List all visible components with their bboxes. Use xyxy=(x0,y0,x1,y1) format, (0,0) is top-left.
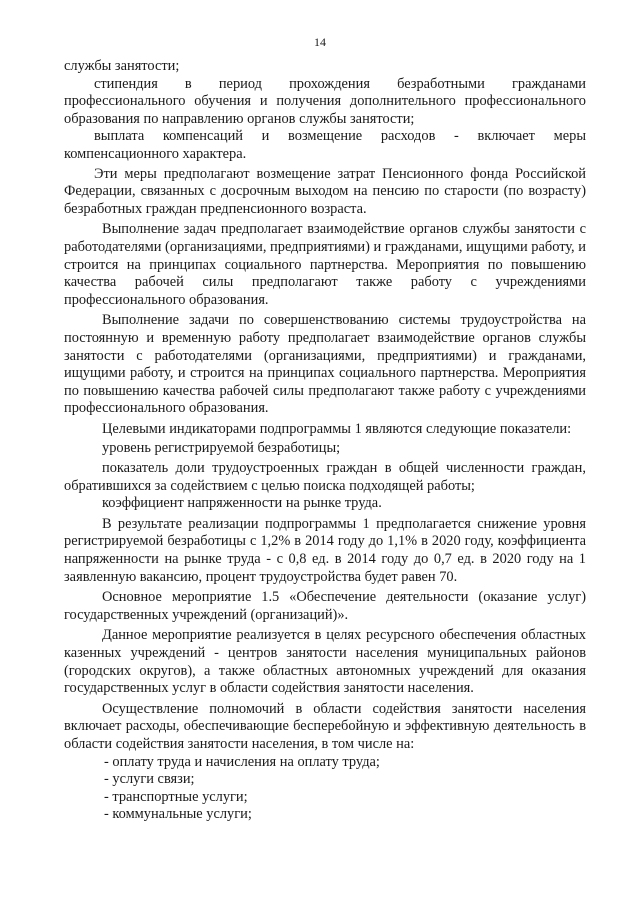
paragraph: стипендия в период прохождения безработными гражданами профессионального обучения и получения дополнительного профессионального образования по направлению органов службы занятости; xyxy=(64,75,586,127)
paragraph: службы занятости; xyxy=(64,58,180,74)
document-body xyxy=(64,58,586,824)
paragraph: Выполнение задачи по совершенствованию системы трудоустройства на постоянную и временную работу предполагает взаимодействие органов службы занятости с работодателями (организациями, предприятиями) и гражданами, ищущими работу, и строится на принципах социального партнерства. Мероприятия по повышению качества рабочей силы предполагают также работу с учреждениями профессионального образования. xyxy=(64,312,586,417)
list-item: - услуги связи; xyxy=(104,771,195,788)
paragraph: Основное мероприятие 1.5 «Обеспечение деятельности (оказание услуг) государственных учреждений (организаций)». xyxy=(64,589,586,623)
paragraph: коэффициент напряженности на рынке труда. xyxy=(102,495,382,512)
paragraph: Целевыми индикаторами подпрограммы 1 являются следующие показатели: xyxy=(102,420,572,437)
paragraph: Выполнение задач предполагает взаимодействие органов службы занятости с работодателями (организациями, предприятиями) и гражданами, ищущими работу, и строится на принципах социального партнерства. Мероприятия по повышению качества рабочей силы предполагают также работу с учреждениями профессионального образования. xyxy=(64,221,586,308)
list-item: - коммунальные услуги; xyxy=(104,806,252,823)
paragraph: Осуществление полномочий в области содействия занятости населения включает расходы, обеспечивающие бесперебойную и эффективную деятельность в области содействия занятости населения, в том числе на: xyxy=(64,700,586,752)
page-number: 14 xyxy=(314,35,326,49)
paragraph: показатель доли трудоустроенных граждан в общей численности граждан, обратившихся за содействием с целью поиска подходящей работы; xyxy=(64,460,586,494)
paragraph: Эти меры предполагают возмещение затрат Пенсионного фонда Российской Федерации, связанных с досрочным выходом на пенсию по старости (по возрасту) безработных граждан предпенсионного возраста. xyxy=(64,165,586,217)
list-item: - оплату труда и начисления на оплату труда; xyxy=(104,753,380,770)
paragraph: уровень регистрируемой безработицы; xyxy=(102,440,341,457)
list-item: - транспортные услуги; xyxy=(104,788,248,805)
paragraph: В результате реализации подпрограммы 1 предполагается снижение уровня регистрируемой безработицы с 1,2% в 2014 году до 1,1% в 2020 году, коэффициента напряженности на рынке труда - с 0,8 ед. в 2014 году до 0,7 ед. в 2020 году на 1 заявленную вакансию, процент трудоустройства будет равен 70. xyxy=(64,515,586,585)
paragraph: Данное мероприятие реализуется в целях ресурсного обеспечения областных казенных учреждений - центров занятости населения муниципальных районов (городских округов), а также областных автономных учреждений для оказания государственных услуг в области содействия занятости населения. xyxy=(64,627,586,697)
paragraph: выплата компенсаций и возмещение расходов - включает меры компенсационного характера. xyxy=(64,128,586,162)
